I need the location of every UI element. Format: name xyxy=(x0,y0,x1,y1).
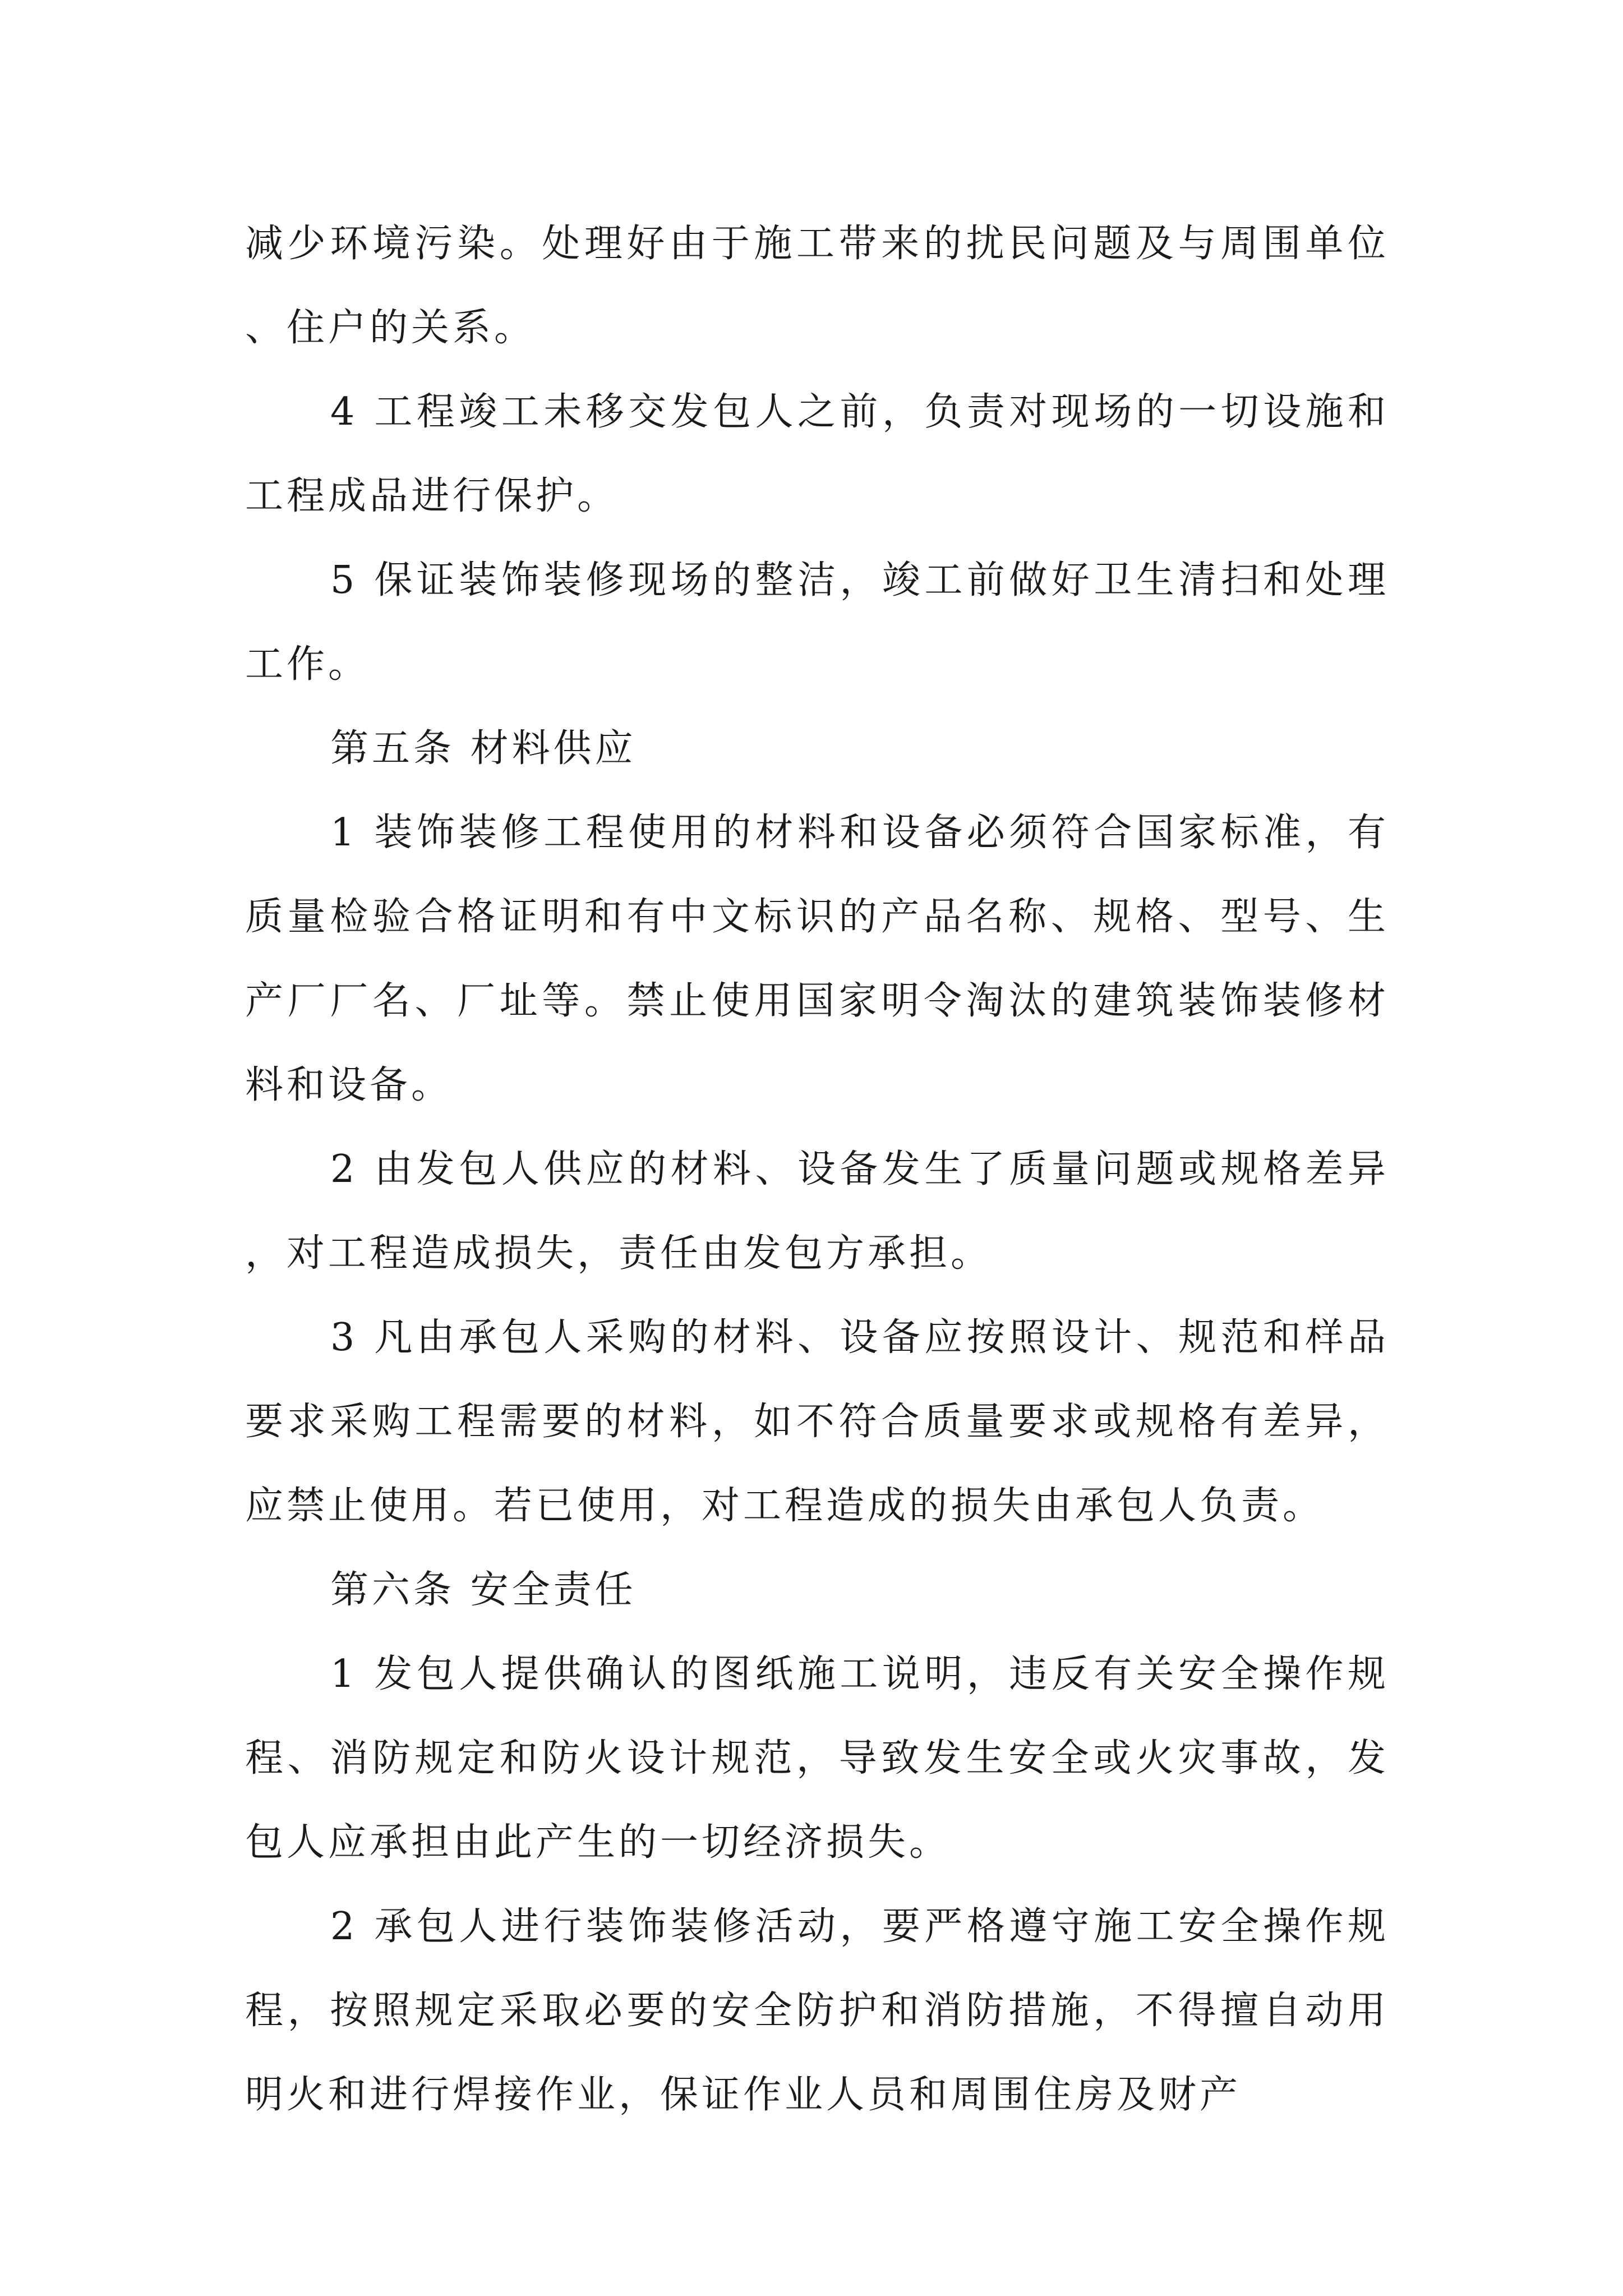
paragraph-item-5-cleanliness: 5 保证装饰装修现场的整洁，竣工前做好卫生清扫和处理工作。 xyxy=(245,558,1389,687)
paragraph-article-5-item-1: 1 装饰装修工程使用的材料和设备必须符合国家标准，有质量检验合格证明和有中文标识的产品名称、规格、型号、生产厂厂名、厂址等。禁止使用国家明令淘汰的建筑装饰装修材料和设备。 xyxy=(245,811,1389,1107)
section-heading-article-5: 第五条 材料供应 xyxy=(330,726,637,771)
document-body xyxy=(245,202,1389,2137)
paragraph-article-6-item-2: 2 承包人进行装饰装修活动，要严格遵守施工安全操作规程，按照规定采取必要的安全防护和消防措施，不得擅自动用明火和进行焊接作业，保证作业人员和周围住房及财产 xyxy=(245,1904,1389,2117)
paragraph-environment: 减少环境污染。处理好由于施工带来的扰民问题及与周围单位、住户的关系。 xyxy=(245,222,1389,350)
section-heading-article-6: 第六条 安全责任 xyxy=(330,1568,637,1612)
paragraph-article-6-item-1: 1 发包人提供确认的图纸施工说明，违反有关安全操作规程、消防规定和防火设计规范，导致发生安全或火灾事故，发包人应承担由此产生的一切经济损失。 xyxy=(245,1652,1389,1865)
paragraph-article-5-item-3: 3 凡由承包人采购的材料、设备应按照设计、规范和样品要求采购工程需要的材料，如不符合质量要求或规格有差异，应禁止使用。若已使用，对工程造成的损失由承包人负责。 xyxy=(245,1315,1389,1528)
paragraph-article-5-item-2: 2 由发包人供应的材料、设备发生了质量问题或规格差异，对工程造成损失，责任由发包方承担。 xyxy=(245,1147,1389,1276)
paragraph-item-4-protection: 4 工程竣工未移交发包人之前，负责对现场的一切设施和工程成品进行保护。 xyxy=(245,390,1389,518)
